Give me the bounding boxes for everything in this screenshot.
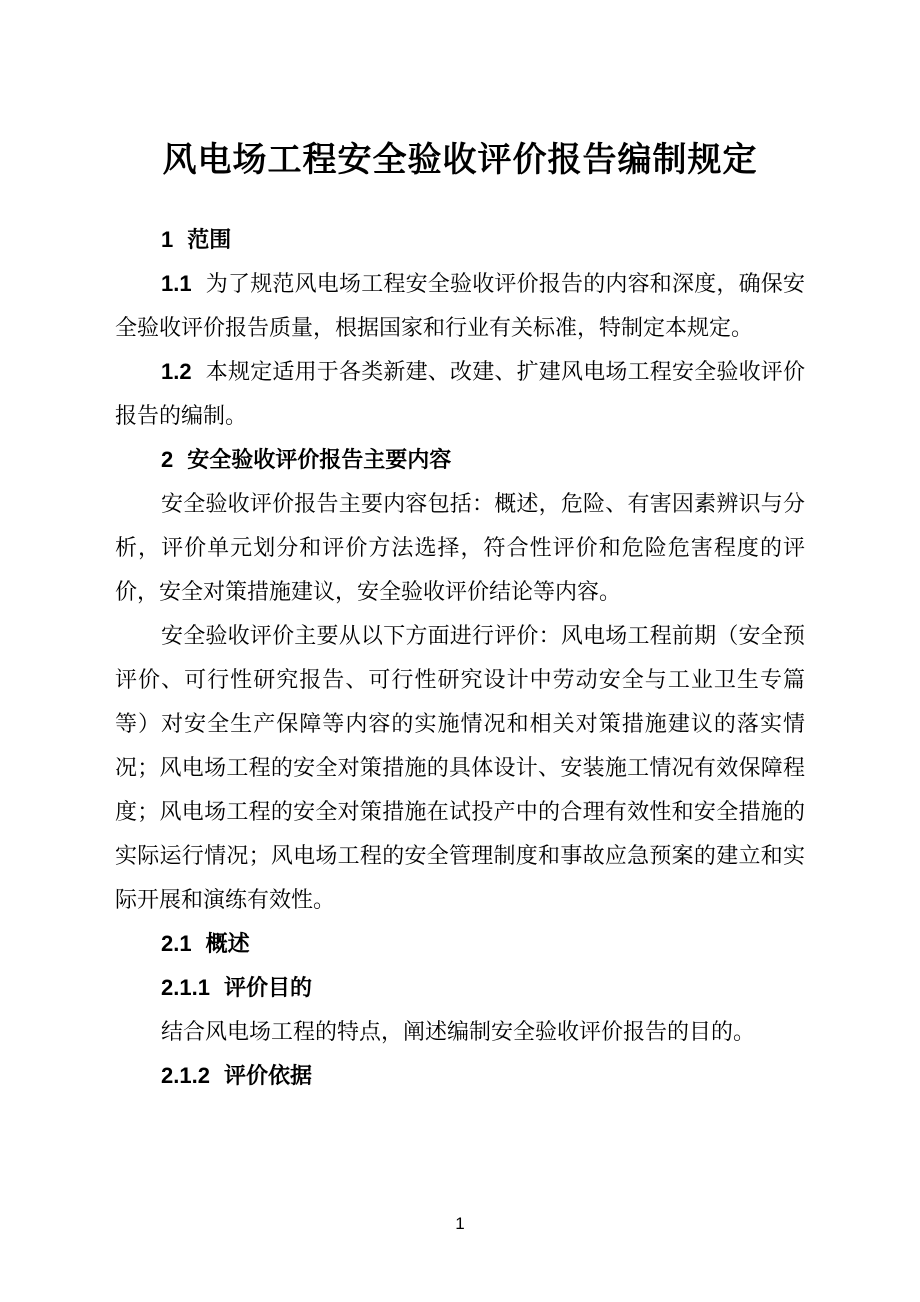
section-number: 1 — [161, 227, 174, 252]
paragraph-evaluation-aspects — [115, 614, 805, 922]
page-number: 1 — [455, 1214, 465, 1233]
section-number: 2 — [161, 447, 174, 472]
section-heading-2-1-1 — [115, 966, 805, 1010]
paragraph-main-content — [115, 482, 805, 614]
section-number: 2.1 — [161, 931, 192, 956]
section-number: 2.1.2 — [161, 1063, 210, 1088]
section-heading-text: 评价目的 — [223, 975, 312, 1000]
paragraph-1-1 — [115, 262, 805, 350]
section-heading-2-1-2 — [115, 1054, 805, 1098]
section-heading-text: 安全验收评价报告主要内容 — [187, 447, 452, 472]
clause-number: 1.2 — [161, 359, 192, 384]
section-heading-text: 概述 — [205, 931, 250, 956]
section-heading-1 — [115, 218, 805, 262]
paragraph-text: 为了规范风电场工程安全验收评价报告的内容和深度，确保安全验收评价报告质量，根据国家和行业有关标准，特制定本规定。 — [115, 271, 805, 340]
section-number: 2.1.1 — [161, 975, 210, 1000]
paragraph-text: 安全验收评价报告主要内容包括：概述，危险、有害因素辨识与分析，评价单元划分和评价方法选择，符合性评价和危险危害程度的评价，安全对策措施建议，安全验收评价结论等内容。 — [115, 491, 805, 604]
document-title: 风电场工程安全验收评价报告编制规定 — [162, 142, 758, 179]
paragraph-evaluation-purpose — [115, 1010, 805, 1054]
section-heading-2 — [115, 438, 805, 482]
section-heading-text: 评价依据 — [223, 1063, 312, 1088]
paragraph-text: 安全验收评价主要从以下方面进行评价：风电场工程前期（安全预评价、可行性研究报告、可行性研究设计中劳动安全与工业卫生专篇等）对安全生产保障等内容的实施情况和相关对策措施建议的落实情况；风电场工程的安全对策措施的具体设计、安装施工情况有效保障程度；风电场工程的安全对策措施在试投产中的合理有效性和安全措施的实际运行情况；风电场工程的安全管理制度和事故应急预案的建立和实际开展和演练有效性。 — [115, 623, 805, 912]
paragraph-text: 本规定适用于各类新建、改建、扩建风电场工程安全验收评价报告的编制。 — [115, 359, 805, 428]
paragraph-1-2 — [115, 350, 805, 438]
clause-number: 1.1 — [161, 271, 192, 296]
section-heading-text: 范围 — [187, 227, 232, 252]
section-heading-2-1 — [115, 922, 805, 966]
paragraph-text: 结合风电场工程的特点，阐述编制安全验收评价报告的目的。 — [161, 1019, 756, 1044]
